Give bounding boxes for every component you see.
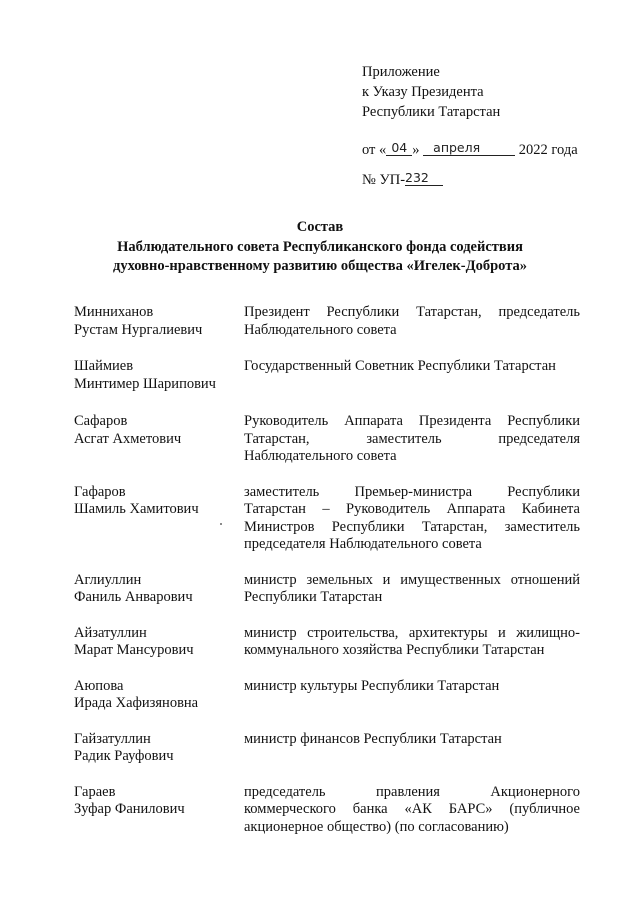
date-year: 2022 года bbox=[518, 142, 578, 158]
date-prefix: от « bbox=[362, 142, 387, 158]
member-surname: Айзатуллин bbox=[74, 624, 147, 641]
member-role: министр земельных и имущественных отношений Республики Татарстан bbox=[244, 571, 580, 605]
member-given-names: Шамиль Хамитович bbox=[74, 501, 199, 517]
decree-number bbox=[362, 170, 578, 190]
member-given-names: Рустам Нургалиевич bbox=[74, 321, 203, 338]
member-name bbox=[74, 678, 244, 713]
member-row bbox=[74, 358, 584, 393]
member-given-names: Ирада Хафизяновна bbox=[74, 695, 199, 711]
member-surname: Гайзатуллин bbox=[74, 730, 151, 747]
member-surname: Шаймиев bbox=[74, 358, 134, 374]
member-role: заместитель Премьер-министра Республики Татарстан – Руководитель Аппарата Кабинета Министров Республики Татарстан, заместитель председателя Наблюдательного совета bbox=[244, 483, 580, 552]
members-list bbox=[74, 304, 584, 836]
date-day-handwritten: 04 bbox=[386, 141, 412, 156]
title-line-1: Состав bbox=[296, 219, 344, 235]
number-prefix: № УП- bbox=[362, 172, 406, 188]
member-name bbox=[74, 484, 244, 554]
date-mid: » bbox=[412, 142, 420, 158]
member-row bbox=[74, 484, 584, 554]
appendix-line-3: Республики Татарстан bbox=[362, 104, 501, 120]
scan-speck bbox=[220, 523, 222, 525]
member-given-names: Фаниль Анварович bbox=[74, 589, 193, 605]
member-row bbox=[74, 731, 584, 766]
member-role: Руководитель Аппарата Президента Республики Татарстан, заместитель председателя Наблюдательного совета bbox=[244, 413, 580, 464]
member-name bbox=[74, 413, 244, 466]
title-line-2: Наблюдательного совета Республиканского фонда содействия bbox=[117, 238, 523, 255]
number-handwritten: 232 bbox=[405, 171, 443, 186]
member-given-names: Зуфар Фанилович bbox=[74, 801, 185, 817]
appendix-block bbox=[362, 62, 578, 190]
member-row bbox=[74, 784, 584, 837]
member-role: министр строительства, архитектуры и жилищно-коммунального хозяйства Республики Татарстан bbox=[244, 624, 580, 658]
member-given-names: Радик Рауфович bbox=[74, 748, 174, 764]
member-name bbox=[74, 572, 244, 607]
member-name bbox=[74, 731, 244, 766]
member-given-names: Минтимер Шарипович bbox=[74, 375, 216, 392]
member-role: Государственный Советник Республики Татарстан bbox=[244, 358, 556, 374]
title-line-3: духовно-нравственному развитию общества «Игелек-Доброта» bbox=[112, 258, 527, 274]
member-surname: Гафаров bbox=[74, 483, 126, 500]
member-surname: Аглиуллин bbox=[74, 571, 142, 588]
member-row bbox=[74, 625, 584, 660]
member-row bbox=[74, 572, 584, 607]
member-surname: Сафаров bbox=[74, 413, 128, 429]
decree-date bbox=[362, 140, 578, 160]
member-role: министр финансов Республики Татарстан bbox=[244, 730, 502, 747]
member-surname: Гараев bbox=[74, 783, 116, 800]
member-row bbox=[74, 413, 584, 466]
date-month-handwritten: апреля bbox=[423, 141, 515, 156]
member-surname: Минниханов bbox=[74, 304, 154, 320]
member-name bbox=[74, 784, 244, 837]
member-role: министр культуры Республики Татарстан bbox=[244, 677, 500, 694]
appendix-line-1: Приложение bbox=[362, 64, 440, 80]
member-surname: Аюпова bbox=[74, 677, 124, 694]
member-name bbox=[74, 304, 244, 339]
member-given-names: Марат Мансурович bbox=[74, 642, 194, 658]
member-row bbox=[74, 304, 584, 339]
document-title bbox=[80, 218, 560, 277]
member-row bbox=[74, 678, 584, 713]
member-name bbox=[74, 625, 244, 660]
appendix-line-2: к Указу Президента bbox=[362, 84, 484, 100]
member-role: Президент Республики Татарстан, председатель Наблюдательного совета bbox=[244, 304, 580, 338]
member-given-names: Асгат Ахметович bbox=[74, 430, 182, 447]
member-role: председатель правления Акционерного коммерческого банка «АК БАРС» (публичное акционерное общество) (по согласованию) bbox=[244, 783, 580, 835]
member-name bbox=[74, 358, 244, 393]
